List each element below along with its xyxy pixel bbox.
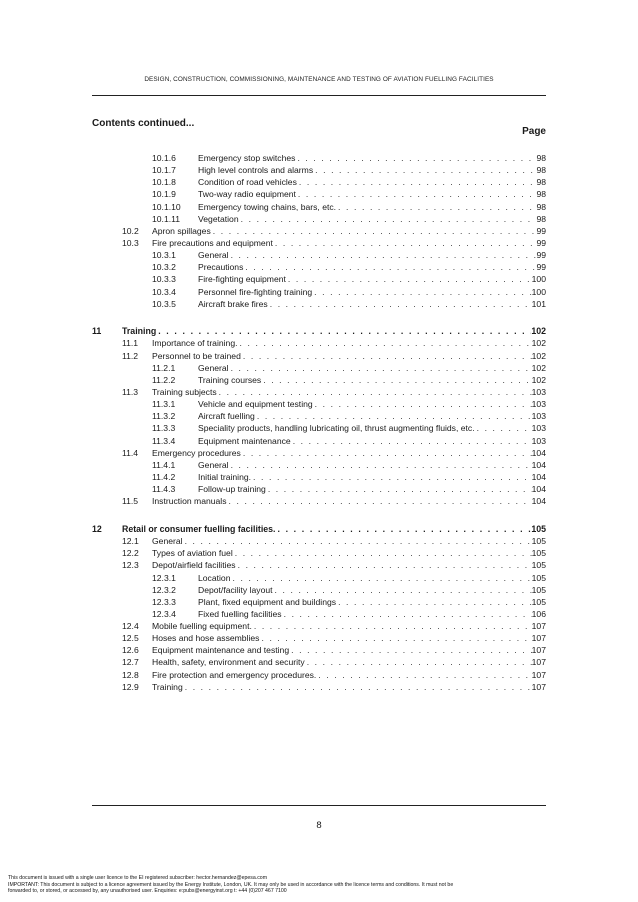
toc-entry[interactable] [0,620,638,632]
toc-entry[interactable] [0,535,638,547]
toc-entry-number: 11.4.3 [152,484,176,495]
toc-entry-page: 102 [531,374,546,385]
toc-entry-page: 107 [531,681,546,692]
toc-entry-line [198,213,546,225]
toc-entry-line [122,523,546,535]
toc-entry-page: 105 [531,548,546,559]
dot-leader [297,176,537,188]
toc-entry-line [198,273,546,285]
toc-entry[interactable] [0,225,638,237]
toc-entry-title: Depot/facility layout [198,584,273,595]
toc-entry-line [152,644,546,656]
dot-leader [273,584,532,596]
toc-entry-line [122,325,546,337]
toc-entry-number: 11.3 [122,387,139,398]
toc-entry-number: 10.1.8 [152,177,176,188]
toc-entry-line [198,608,546,620]
toc-entry-line [152,447,546,459]
toc-entry-title: Training [152,681,183,692]
toc-entry-page: 107 [531,633,546,644]
toc-entry[interactable] [0,435,638,447]
running-header: DESIGN, CONSTRUCTION, COMMISSIONING, MAINTENANCE AND TESTING OF AVIATION FUELLING FACILITIES [144,76,494,83]
dot-leader [336,596,532,608]
toc-entry-line [198,584,546,596]
table-of-contents [0,152,638,693]
toc-entry-line [152,237,546,249]
dot-leader [336,201,536,213]
toc-entry-page: 105 [531,596,546,607]
dot-leader [238,337,532,349]
toc-entry-title: Fire-fighting equipment [198,274,286,285]
toc-entry-line [198,164,546,176]
toc-entry-page: 103 [531,411,546,422]
toc-entry-page: 98 [536,177,546,188]
dot-leader [289,644,532,656]
toc-entry[interactable] [0,459,638,471]
toc-entry-line [198,596,546,608]
header-rule [92,95,546,96]
toc-entry-title: Fixed fuelling facilities [198,608,282,619]
dot-leader [229,362,532,374]
toc-entry-title: General [198,250,229,261]
toc-entry-line [198,410,546,422]
toc-entry-number: 10.3.1 [152,250,176,261]
toc-entry-page: 102 [531,362,546,373]
toc-entry-page: 107 [531,645,546,656]
toc-entry-page: 98 [536,189,546,200]
footer-line-3: forwarded to, or stored, or accessed by, any unauthorised user. Enquiries: e:pubs@energyinst.org t: +44 (0)207 467 7100 [8,888,287,894]
toc-entry-page: 100 [531,274,546,285]
toc-entry-number: 12.1 [122,536,139,547]
toc-entry-title: Training [122,326,157,337]
dot-leader [295,152,536,164]
toc-entry-title: Personnel fire-fighting training [198,286,313,297]
dot-leader [183,535,532,547]
toc-entry-page: 105 [531,572,546,583]
toc-entry-title: Emergency towing chains, bars, etc. [198,201,337,212]
toc-entry-line [152,350,546,362]
toc-entry-line [152,386,546,398]
toc-entry-line [152,225,546,237]
toc-entry-line [198,435,546,447]
toc-entry-line [198,201,546,213]
toc-entry-number: 10.1.10 [152,201,181,212]
toc-entry[interactable] [0,495,638,507]
toc-entry-number: 10.3.2 [152,262,176,273]
dot-leader [217,386,532,398]
dot-leader [243,261,536,273]
toc-entry-number: 11 [92,326,102,337]
toc-entry-title: Importance of training. [152,338,238,349]
toc-entry[interactable] [0,374,638,386]
dot-leader [252,620,532,632]
toc-entry-title: Instruction manuals [152,496,227,507]
toc-entry[interactable] [0,261,638,273]
toc-entry-number: 11.2.2 [152,374,176,385]
dot-leader [183,681,532,693]
toc-entry[interactable] [0,669,638,681]
toc-entry-number: 12.3.2 [152,584,176,595]
dot-leader [211,225,537,237]
toc-entry-title: Aircraft fuelling [198,411,255,422]
dot-leader [259,632,531,644]
toc-entry-title: High level controls and alarms [198,165,314,176]
toc-entry-page: 104 [531,447,546,458]
toc-entry[interactable] [0,422,638,434]
toc-entry-title: Fire protection and emergency procedures. [152,669,317,680]
toc-entry-line [198,398,546,410]
toc-entry-line [198,572,546,584]
toc-entry-page: 104 [531,484,546,495]
toc-entry-number: 11.4 [122,447,139,458]
contents-heading: Contents continued... [92,118,195,129]
dot-leader [241,447,532,459]
dot-leader [291,435,532,447]
toc-entry-number: 12 [92,523,102,534]
dot-leader [229,459,532,471]
toc-entry[interactable] [0,644,638,656]
dot-leader [233,547,532,559]
toc-entry-page: 103 [531,423,546,434]
toc-entry-line [152,495,546,507]
page-number: 8 [316,820,322,831]
dot-leader [296,188,537,200]
toc-entry[interactable] [0,608,638,620]
dot-leader [239,213,537,225]
toc-entry-number: 12.8 [122,669,139,680]
toc-entry[interactable] [0,572,638,584]
licence-footer [8,875,630,895]
toc-entry-number: 12.5 [122,633,139,644]
toc-entry-title: Condition of road vehicles [198,177,297,188]
toc-entry-number: 10.1.11 [152,213,181,224]
dot-leader [266,483,532,495]
toc-entry[interactable] [0,286,638,298]
toc-entry-number: 12.3.3 [152,596,176,607]
toc-entry-title: Hoses and hose assemblies [152,633,260,644]
toc-entry-page: 98 [536,201,546,212]
toc-entry-line [152,547,546,559]
toc-entry-line [198,176,546,188]
toc-entry-line [152,669,546,681]
toc-entry-number: 12.4 [122,621,139,632]
toc-entry-title: Training subjects [152,387,217,398]
toc-entry-title: Two-way radio equipment [198,189,296,200]
toc-entry-number: 12.9 [122,681,139,692]
toc-entry-line [152,337,546,349]
toc-entry-number: 10.3.5 [152,298,176,309]
toc-entry-title: Equipment maintenance and testing [152,645,290,656]
toc-entry-number: 10.1.7 [152,165,176,176]
toc-entry-title: General [198,362,229,373]
toc-entry[interactable] [0,681,638,693]
toc-entry-page: 98 [536,153,546,163]
dot-leader [156,325,531,337]
toc-entry-number: 11.5 [122,496,139,507]
dot-leader [312,286,531,298]
toc-entry-number: 11.3.1 [152,399,176,410]
toc-entry-page: 102 [531,338,546,349]
toc-entry-page: 100 [531,286,546,297]
toc-entry-page: 107 [531,669,546,680]
toc-entry-line [198,374,546,386]
toc-entry-title: Apron spillages [152,225,211,236]
dot-leader [313,164,536,176]
toc-entry-number: 11.2 [122,350,139,361]
toc-entry[interactable] [0,386,638,398]
dot-leader [268,298,532,310]
toc-entry-page: 102 [531,350,546,361]
page-column-label: Page [522,126,546,137]
dot-leader [282,608,532,620]
toc-entry-title: Types of aviation fuel [152,548,233,559]
toc-entry-line [198,471,546,483]
toc-entry-number: 11.3.2 [152,411,176,422]
toc-entry-title: General [198,459,229,470]
toc-entry-number: 10.3.4 [152,286,176,297]
toc-entry-page: 103 [531,399,546,410]
dot-leader [229,249,537,261]
toc-entry-page: 107 [531,657,546,668]
toc-entry-number: 10.2 [122,225,139,236]
toc-entry[interactable] [0,547,638,559]
toc-entry-number: 11.4.2 [152,472,176,483]
dot-leader [251,471,532,483]
toc-entry-line [198,152,546,164]
dot-leader [276,523,532,535]
toc-entry[interactable] [0,188,638,200]
toc-entry-number: 12.7 [122,657,139,668]
toc-entry-page: 105 [531,560,546,571]
toc-entry-number: 12.6 [122,645,139,656]
dot-leader [261,374,531,386]
toc-entry-title: Precautions [198,262,244,273]
dot-leader [241,350,532,362]
toc-entry[interactable] [0,632,638,644]
dot-leader [475,422,532,434]
toc-entry-title: Speciality products, handling lubricating oil, thrust augmenting fluids, etc. [198,423,475,434]
toc-entry-number: 10.3.3 [152,274,176,285]
toc-entry-number: 11.2.1 [152,362,176,373]
toc-entry-title: Emergency procedures [152,447,241,458]
toc-entry-page: 104 [531,459,546,470]
dot-leader [316,669,531,681]
toc-entry-number: 11.1 [122,338,139,349]
toc-entry-title: Vegetation [198,213,239,224]
toc-entry[interactable] [0,201,638,213]
toc-entry-page: 101 [531,298,546,309]
toc-entry-title: Plant, fixed equipment and buildings [198,596,337,607]
toc-entry-line [152,620,546,632]
toc-entry-page: 98 [536,165,546,176]
toc-entry-page: 103 [531,387,546,398]
dot-leader [305,656,532,668]
toc-entry[interactable] [0,362,638,374]
toc-entry-title: Retail or consumer fuelling facilities. [122,523,276,534]
toc-entry-page: 98 [536,213,546,224]
dot-leader [313,398,532,410]
toc-entry[interactable] [0,398,638,410]
toc-entry-page: 99 [536,262,546,273]
toc-entry-title: Health, safety, environment and security [152,657,305,668]
toc-entry-line [198,261,546,273]
toc-entry[interactable] [0,164,638,176]
toc-entry-title: Aircraft brake fires [198,298,268,309]
toc-entry[interactable] [0,447,638,459]
toc-entry[interactable] [0,471,638,483]
toc-entry-line [198,188,546,200]
toc-entry-title: Mobile fuelling equipment. [152,621,252,632]
dot-leader [227,495,532,507]
toc-entry-title: Location [198,572,231,583]
toc-entry-title: Initial training. [198,472,252,483]
toc-entry[interactable] [0,483,638,495]
toc-entry-title: Vehicle and equipment testing [198,399,313,410]
toc-entry-number: 12.3.4 [152,608,176,619]
toc-entry-page: 102 [531,326,546,337]
toc-entry-line [198,483,546,495]
toc-entry-page: 105 [531,523,546,534]
dot-leader [286,273,532,285]
toc-entry[interactable] [0,559,638,571]
toc-entry-line [152,656,546,668]
toc-entry-number: 10.1.9 [152,189,176,200]
toc-entry-title: Depot/airfield facilities [152,560,236,571]
toc-entry-line [198,459,546,471]
toc-entry[interactable] [0,596,638,608]
toc-entry-title: Training courses [198,374,262,385]
toc-entry-number: 12.2 [122,548,139,559]
toc-entry-line [152,535,546,547]
toc-entry-line [152,632,546,644]
toc-entry-number: 11.3.4 [152,435,176,446]
toc-entry-page: 106 [531,608,546,619]
toc-entry[interactable] [0,523,638,535]
toc-entry[interactable] [0,325,638,337]
toc-entry-page: 105 [531,584,546,595]
dot-leader [231,572,532,584]
footer-rule [92,805,546,806]
toc-entry-line [152,681,546,693]
toc-entry-number: 11.4.1 [152,459,176,470]
toc-entry-line [198,286,546,298]
toc-entry-title: Personnel to be trained [152,350,241,361]
toc-entry-number: 10.1.6 [152,153,176,163]
toc-entry-number: 12.3.1 [152,572,176,583]
toc-entry-line [198,362,546,374]
toc-entry-page: 105 [531,536,546,547]
footer-line-2: IMPORTANT: This document is subject to a licence agreement issued by the Energy Institute, London, UK. It may only be used in accordance with the licence terms and conditions. It must not be [8,881,454,888]
toc-entry-line [198,298,546,310]
toc-entry[interactable] [0,298,638,310]
toc-entry[interactable] [0,584,638,596]
toc-entry[interactable] [0,350,638,362]
toc-entry-number: 12.3 [122,560,139,571]
toc-entry-page: 99 [536,225,546,236]
toc-entry-line [198,249,546,261]
toc-entry-line [198,422,546,434]
toc-entry-title: General [152,536,183,547]
toc-entry[interactable] [0,213,638,225]
toc-entry[interactable] [0,337,638,349]
toc-entry-page: 103 [531,435,546,446]
footer-line-1: This document is issued with a single user licence to the EI registered subscriber: hector.hernandez@epesa.com [8,875,268,881]
toc-entry-title: Fire precautions and equipment [152,237,273,248]
toc-entry-page: 99 [536,237,546,248]
toc-entry-page: 99 [536,250,546,261]
toc-entry-title: Equipment maintenance [198,435,291,446]
toc-entry-page: 104 [531,472,546,483]
dot-leader [236,559,532,571]
toc-entry[interactable] [0,249,638,261]
toc-entry-page: 104 [531,496,546,507]
toc-entry-number: 10.3 [122,237,139,248]
toc-entry[interactable] [0,273,638,285]
toc-entry[interactable] [0,176,638,188]
toc-entry-page: 107 [531,621,546,632]
toc-entry[interactable] [0,410,638,422]
toc-entry-line [152,559,546,571]
toc-entry-title: Emergency stop switches [198,153,296,163]
toc-entry[interactable] [0,237,638,249]
toc-entry[interactable] [0,656,638,668]
toc-entry-title: Follow-up training [198,484,266,495]
dot-leader [273,237,537,249]
toc-entry[interactable] [0,152,638,164]
dot-leader [255,410,532,422]
toc-entry-number: 11.3.3 [152,423,176,434]
